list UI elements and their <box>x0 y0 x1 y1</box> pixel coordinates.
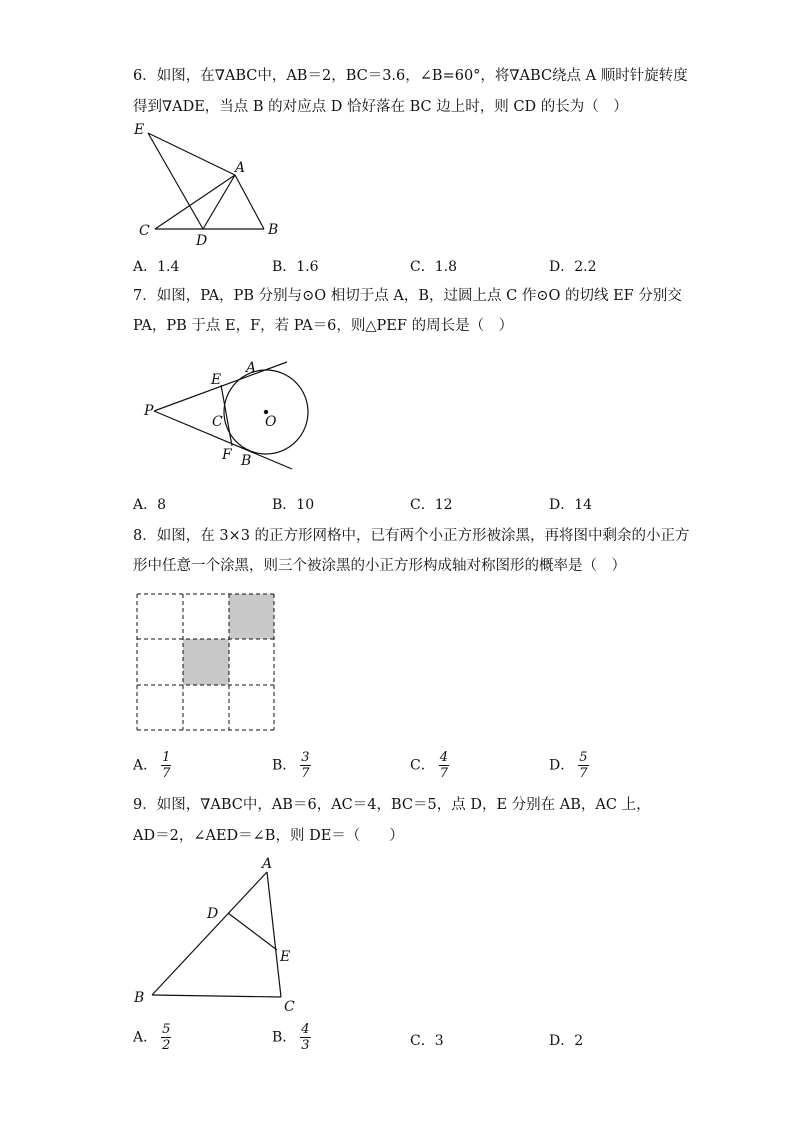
q8-text-line1: 8．如图，在 3×3 的正方形网格中，已有两个小正方形被涂黑，再将图中剩余的小正方 <box>133 528 690 544</box>
q6-option-d: D．2.2 <box>549 259 597 275</box>
q8-option-b: B． $\frac{3}{7}$ <box>272 750 310 781</box>
q9-label-d: D <box>207 906 219 922</box>
q8-option-b-fraction: $\frac{3}{7}$ <box>301 750 310 781</box>
q6-label-e: E <box>134 122 145 138</box>
q6-label-b: B <box>268 222 279 238</box>
q6-label-a: A <box>235 160 246 176</box>
q7-option-a: A．8 <box>133 497 167 513</box>
q7-option-b: B．10 <box>272 497 315 513</box>
q9-label-a: A <box>262 856 273 872</box>
q6-text-line2: 得到∇ADE，当点 B 的对应点 D 恰好落在 BC 边上时，则 CD 的长为（ ） <box>133 99 628 115</box>
q6-text-line1: 6．如图，在∇ABC中，AB＝2，BC＝3.6，∠B=60°，将∇ABC绕点 A 顺时针旋转度 <box>133 68 688 84</box>
q8-text-line2: 形中任意一个涂黑，则三个被涂黑的小正方形构成轴对称图形的概率是（ ） <box>133 558 626 574</box>
q9-option-c: C．3 <box>410 1033 444 1049</box>
q9-text-line1: 9．如图，∇ABC中，AB＝6，AC＝4，BC＝5，点 D，E 分别在 AB，AC 上， <box>133 797 651 813</box>
q6-label-c: C <box>139 223 150 239</box>
q8-option-d-fraction: $\frac{5}{7}$ <box>579 750 588 781</box>
q7-text-line1: 7．如图，PA，PB 分别与⊙O 相切于点 A，B，过圆上点 C 作⊙O 的切线 EF 分别交 <box>133 288 682 304</box>
q8-option-d: D． $\frac{5}{7}$ <box>549 750 588 781</box>
q9-option-b: B． $\frac{4}{3}$ <box>272 1022 310 1053</box>
q7-label-a: A <box>246 360 257 376</box>
q7-label-f: F <box>222 447 232 463</box>
q7-label-e: E <box>211 372 222 388</box>
q7-text-line2: PA，PB 于点 E，F，若 PA＝6，则△PEF 的周长是（ ） <box>133 318 514 334</box>
q9-option-a: A． $\frac{5}{2}$ <box>133 1022 171 1053</box>
q6-option-b: B．1.6 <box>272 259 319 275</box>
q6-option-a: A．1.4 <box>133 259 180 275</box>
q8-option-c: C． $\frac{4}{7}$ <box>410 750 448 781</box>
q8-option-a: A． $\frac{1}{7}$ <box>133 750 171 781</box>
q8-option-c-fraction: $\frac{4}{7}$ <box>439 750 448 781</box>
q7-label-b: B <box>241 453 252 469</box>
q9-option-b-fraction: $\frac{4}{3}$ <box>301 1022 310 1053</box>
q9-label-c: C <box>284 999 295 1015</box>
q7-option-d: D．14 <box>549 497 593 513</box>
q7-label-o: O <box>265 414 277 430</box>
q9-label-e: E <box>280 949 291 965</box>
q8-option-a-fraction: $\frac{1}{7}$ <box>162 750 171 781</box>
q9-option-a-fraction: $\frac{5}{2}$ <box>162 1022 171 1053</box>
q7-label-c: C <box>212 414 223 430</box>
q6-option-c: C．1.8 <box>410 259 457 275</box>
q7-option-c: C．12 <box>410 497 453 513</box>
q9-text-line2: AD＝2，∠AED＝∠B，则 DE＝（ ） <box>133 828 404 844</box>
q9-label-b: B <box>134 990 145 1006</box>
q7-label-p: P <box>144 403 154 419</box>
q9-option-d: D．2 <box>549 1033 584 1049</box>
q6-label-d: D <box>196 233 208 249</box>
